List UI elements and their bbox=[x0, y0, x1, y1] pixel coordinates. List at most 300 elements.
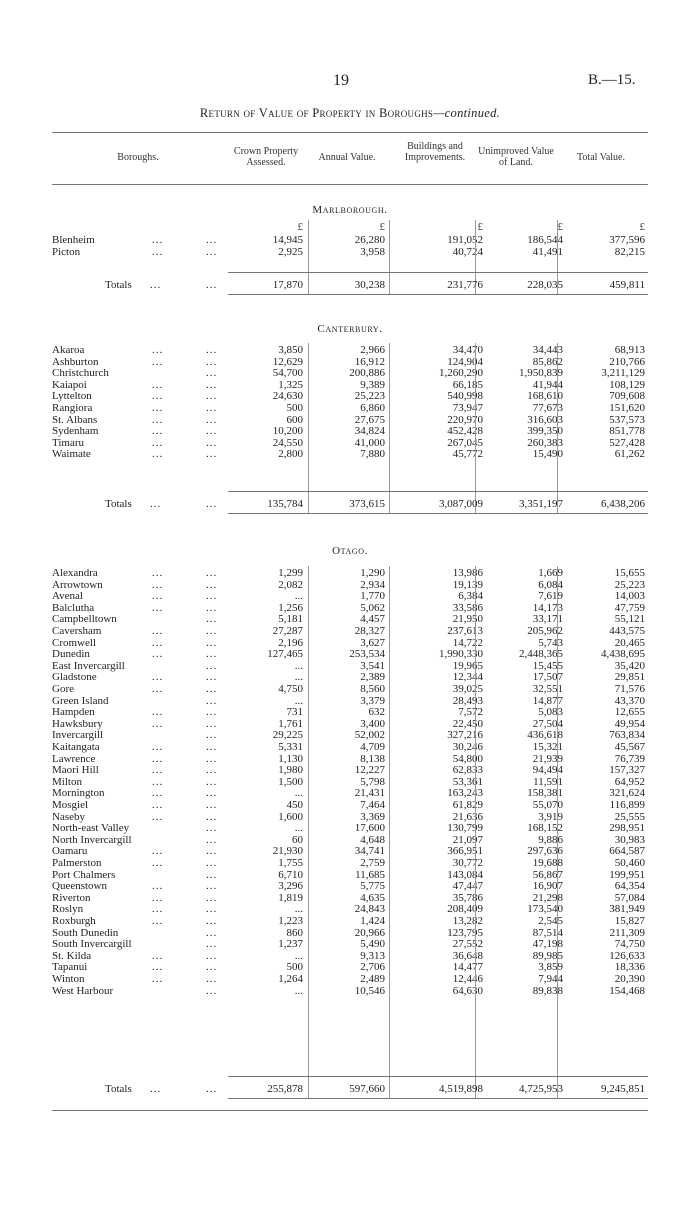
leader-dots: ... bbox=[206, 671, 218, 684]
currency-symbol: £ bbox=[477, 221, 483, 233]
cell-crown: 1,755 bbox=[278, 857, 303, 869]
cell-buildings: 21,636 bbox=[452, 810, 483, 823]
column-divider bbox=[475, 566, 476, 1098]
cell-land: 436,618 bbox=[527, 729, 563, 742]
cell-total: 43,370 bbox=[614, 694, 645, 707]
table-row bbox=[0, 916, 700, 928]
leader-dots: ... bbox=[206, 973, 218, 985]
leader-dots: ... bbox=[152, 949, 164, 962]
leader-dots: ... bbox=[152, 567, 164, 579]
leader-dots: ... bbox=[206, 378, 218, 391]
cell-annual: 3,400 bbox=[360, 717, 385, 730]
table-row bbox=[0, 788, 700, 800]
cell-crown: 3,850 bbox=[278, 344, 303, 356]
currency-symbol: £ bbox=[297, 221, 303, 233]
table-row bbox=[0, 765, 700, 777]
borough-name: Avenal bbox=[52, 590, 83, 603]
currency-row bbox=[0, 222, 700, 234]
title-continued: —continued. bbox=[433, 106, 501, 120]
leader-dots: ... bbox=[152, 810, 164, 823]
leader-dots: ... bbox=[206, 367, 218, 380]
cell-total: 61,262 bbox=[614, 448, 645, 461]
borough-name: Waimate bbox=[52, 448, 91, 461]
cell-buildings: 73,947 bbox=[452, 402, 483, 414]
table-row bbox=[0, 800, 700, 812]
totals-top-rule bbox=[228, 491, 648, 492]
totals-bottom-rule bbox=[228, 513, 648, 514]
leader-dots: ... bbox=[152, 961, 164, 974]
table-row bbox=[0, 858, 700, 870]
table-row bbox=[0, 754, 700, 766]
leader-dots: ... bbox=[206, 775, 218, 788]
leader-dots: ... bbox=[152, 436, 164, 449]
cell-buildings: 208,409 bbox=[447, 903, 483, 916]
borough-name: Queenstown bbox=[52, 880, 107, 893]
table-row bbox=[0, 707, 700, 719]
cell-land: 14,877 bbox=[532, 694, 563, 707]
leader-dots: ... bbox=[152, 787, 164, 800]
leader-dots: ... bbox=[152, 683, 164, 695]
borough-name: Christchurch bbox=[52, 367, 109, 380]
leader-dots: ... bbox=[206, 706, 218, 719]
cell-total: 15,655 bbox=[614, 567, 645, 579]
cell-crown: 1,980 bbox=[278, 764, 303, 777]
leader-dots: ... bbox=[206, 625, 218, 637]
borough-name: Tapanui bbox=[52, 961, 88, 974]
cell-annual: 4,635 bbox=[360, 891, 385, 904]
cell-annual: 9,389 bbox=[360, 378, 385, 391]
leader-dots: ... bbox=[152, 601, 164, 614]
cell-annual: 24,843 bbox=[354, 903, 385, 916]
leader-dots: ... bbox=[152, 413, 164, 426]
leader-dots: ... bbox=[152, 741, 164, 753]
cell-total: 664,587 bbox=[609, 845, 645, 858]
cell-crown: 1,223 bbox=[278, 915, 303, 927]
leader-dots: ... bbox=[206, 590, 218, 603]
leader-dots: ... bbox=[152, 752, 164, 765]
cell-land: 9,886 bbox=[538, 833, 563, 846]
currency-symbol: £ bbox=[557, 221, 563, 233]
borough-name: Arrowtown bbox=[52, 578, 103, 591]
cell-total: 25,223 bbox=[614, 578, 645, 591]
cell-crown: 1,500 bbox=[278, 775, 303, 788]
leader-dots: ... bbox=[152, 245, 164, 258]
cell-total: 57,084 bbox=[614, 891, 645, 904]
column-divider bbox=[557, 566, 558, 1098]
total-land: 228,035 bbox=[527, 279, 563, 291]
borough-name: North Invercargill bbox=[52, 833, 132, 846]
total-land: 4,725,953 bbox=[519, 1083, 563, 1095]
leader-dots: ... bbox=[206, 613, 218, 626]
cell-crown: 10,200 bbox=[272, 425, 303, 438]
cell-crown: 731 bbox=[286, 706, 303, 719]
borough-name: Blenheim bbox=[52, 234, 95, 246]
cell-crown: 5,181 bbox=[278, 613, 303, 626]
table-row bbox=[0, 626, 700, 638]
cell-total: 381,949 bbox=[609, 903, 645, 916]
cell-annual: 3,379 bbox=[360, 694, 385, 707]
cell-total: 50,460 bbox=[614, 857, 645, 869]
cell-crown: 127,465 bbox=[267, 648, 303, 661]
table-row bbox=[0, 881, 700, 893]
cell-annual: 16,912 bbox=[354, 355, 385, 368]
cell-annual: 41,000 bbox=[354, 436, 385, 449]
table-row bbox=[0, 672, 700, 684]
column-divider bbox=[475, 343, 476, 513]
column-divider bbox=[557, 343, 558, 513]
table-row bbox=[0, 247, 700, 259]
cell-crown: 2,082 bbox=[278, 578, 303, 591]
cell-land: 6,084 bbox=[538, 578, 563, 591]
col-header-buildings: Buildings and Improvements. bbox=[404, 141, 466, 163]
table-row bbox=[0, 846, 700, 858]
leader-dots: ... bbox=[206, 741, 218, 753]
cell-total: 4,438,695 bbox=[601, 648, 645, 661]
cell-buildings: 220,970 bbox=[447, 413, 483, 426]
table-row bbox=[0, 235, 700, 247]
leader-dots: ... bbox=[206, 833, 218, 846]
cell-crown: 1,819 bbox=[278, 891, 303, 904]
cell-crown: 1,325 bbox=[278, 378, 303, 391]
total-buildings: 4,519,898 bbox=[439, 1083, 483, 1095]
leader-dots: ... bbox=[152, 390, 164, 403]
leader-dots: ... bbox=[152, 857, 164, 869]
borough-name: West Harbour bbox=[52, 984, 114, 997]
cell-total: 25,555 bbox=[614, 810, 645, 823]
borough-name: Caversham bbox=[52, 625, 102, 637]
cell-crown: 1,299 bbox=[278, 567, 303, 579]
cell-crown: ... bbox=[294, 822, 303, 835]
cell-crown: 450 bbox=[286, 799, 303, 811]
leader-dots: ... bbox=[206, 694, 218, 707]
cell-crown: ... bbox=[294, 787, 303, 800]
cell-annual: 1,424 bbox=[360, 915, 385, 927]
cell-total: 68,913 bbox=[614, 344, 645, 356]
cell-annual: 21,431 bbox=[354, 787, 385, 800]
table-row bbox=[0, 696, 700, 708]
leader-dots: ... bbox=[152, 578, 164, 591]
table-row bbox=[0, 580, 700, 592]
cell-annual: 7,464 bbox=[360, 799, 385, 811]
cell-buildings: 40,724 bbox=[452, 245, 483, 258]
cell-annual: 3,369 bbox=[360, 810, 385, 823]
borough-name: South Invercargill bbox=[52, 938, 132, 951]
borough-name: Lyttelton bbox=[52, 390, 92, 403]
cell-buildings: 124,904 bbox=[447, 355, 483, 368]
borough-name: Hampden bbox=[52, 706, 95, 719]
total-buildings: 3,087,009 bbox=[439, 498, 483, 510]
borough-name: Roslyn bbox=[52, 903, 84, 916]
table-row bbox=[0, 742, 700, 754]
cell-buildings: 36,648 bbox=[452, 949, 483, 962]
cell-crown: 60 bbox=[292, 833, 303, 846]
leader-dots: ... bbox=[152, 973, 164, 985]
leader-dots: ... bbox=[206, 448, 218, 461]
cell-land: 41,944 bbox=[532, 378, 563, 391]
leader-dots: ... bbox=[152, 775, 164, 788]
cell-land: 27,504 bbox=[532, 717, 563, 730]
table-row bbox=[0, 835, 700, 847]
borough-name: Port Chalmers bbox=[52, 868, 116, 881]
cell-annual: 34,741 bbox=[354, 845, 385, 858]
table-row bbox=[0, 438, 700, 450]
totals-label: Totals bbox=[105, 279, 132, 291]
leader-dots: ... bbox=[206, 752, 218, 765]
leader-dots: ... bbox=[206, 413, 218, 426]
total-total: 6,438,206 bbox=[601, 498, 645, 510]
leader-dots: ... bbox=[152, 234, 164, 246]
total-crown: 17,870 bbox=[272, 279, 303, 291]
total-buildings: 231,776 bbox=[447, 279, 483, 291]
section-heading: Canterbury. bbox=[317, 323, 383, 335]
cell-buildings: 1,260,290 bbox=[439, 367, 483, 380]
leader-dots: ... bbox=[206, 636, 218, 649]
leader-dots: ... bbox=[206, 436, 218, 449]
cell-land: 11,591 bbox=[533, 775, 563, 788]
cell-total: 55,121 bbox=[614, 613, 645, 626]
cell-land: 94,494 bbox=[532, 764, 563, 777]
cell-annual: 5,775 bbox=[360, 880, 385, 893]
cell-land: 19,688 bbox=[532, 857, 563, 869]
cell-buildings: 21,097 bbox=[452, 833, 483, 846]
col-header-crown: Crown Property Assessed. bbox=[233, 146, 299, 168]
leader-dots: ... bbox=[152, 425, 164, 438]
cell-crown: 860 bbox=[286, 926, 303, 939]
leader-dots: ... bbox=[206, 810, 218, 823]
cell-land: 21,939 bbox=[532, 752, 563, 765]
cell-buildings: 366,951 bbox=[447, 845, 483, 858]
cell-total: 851,778 bbox=[609, 425, 645, 438]
cell-total: 377,596 bbox=[609, 234, 645, 246]
cell-annual: 2,934 bbox=[360, 578, 385, 591]
cell-buildings: 540,998 bbox=[447, 390, 483, 403]
cell-land: 1,669 bbox=[538, 567, 563, 579]
cell-total: 108,129 bbox=[609, 378, 645, 391]
section-heading: Marlborough. bbox=[312, 204, 388, 216]
borough-name: Gore bbox=[52, 683, 74, 695]
header-bottom-rule bbox=[52, 184, 648, 185]
borough-name: East Invercargill bbox=[52, 659, 125, 672]
borough-name: South Dunedin bbox=[52, 926, 119, 939]
leader-dots: ... bbox=[150, 279, 162, 291]
cell-total: 15,827 bbox=[614, 915, 645, 927]
currency-symbol: £ bbox=[379, 221, 385, 233]
title-main: Return of Value of Property in Boroughs bbox=[199, 106, 434, 120]
cell-crown: ... bbox=[294, 694, 303, 707]
leader-dots: ... bbox=[206, 764, 218, 777]
cell-crown: 1,256 bbox=[278, 601, 303, 614]
cell-annual: 34,824 bbox=[354, 425, 385, 438]
borough-name: Green Island bbox=[52, 694, 109, 707]
cell-land: 3,919 bbox=[538, 810, 563, 823]
cell-annual: 7,880 bbox=[360, 448, 385, 461]
cell-buildings: 123,795 bbox=[447, 926, 483, 939]
cell-land: 21,298 bbox=[532, 891, 563, 904]
cell-annual: 2,966 bbox=[360, 344, 385, 356]
table-row bbox=[0, 380, 700, 392]
totals-row bbox=[0, 499, 700, 511]
borough-name: Rangiora bbox=[52, 402, 93, 414]
cell-crown: 1,130 bbox=[278, 752, 303, 765]
cell-annual: 28,327 bbox=[354, 625, 385, 637]
cell-buildings: 61,829 bbox=[452, 799, 483, 811]
leader-dots: ... bbox=[152, 402, 164, 414]
leader-dots: ... bbox=[206, 578, 218, 591]
cell-crown: 500 bbox=[286, 402, 303, 414]
cell-buildings: 452,428 bbox=[447, 425, 483, 438]
cell-annual: 8,560 bbox=[360, 683, 385, 695]
cell-crown: 6,710 bbox=[278, 868, 303, 881]
cell-crown: 3,296 bbox=[278, 880, 303, 893]
cell-buildings: 62,833 bbox=[452, 764, 483, 777]
borough-name: Riverton bbox=[52, 891, 91, 904]
cell-buildings: 28,493 bbox=[452, 694, 483, 707]
borough-name: Akaroa bbox=[52, 344, 85, 356]
cell-crown: ... bbox=[294, 671, 303, 684]
cell-buildings: 12,446 bbox=[452, 973, 483, 985]
cell-annual: 5,798 bbox=[360, 775, 385, 788]
borough-name: Roxburgh bbox=[52, 915, 96, 927]
cell-land: 5,083 bbox=[538, 706, 563, 719]
cell-buildings: 64,630 bbox=[452, 984, 483, 997]
cell-buildings: 54,800 bbox=[452, 752, 483, 765]
cell-crown: 4,750 bbox=[278, 683, 303, 695]
cell-buildings: 66,185 bbox=[452, 378, 483, 391]
column-divider bbox=[308, 343, 309, 513]
col-header-boroughs: Boroughs. bbox=[117, 152, 159, 163]
total-crown: 255,878 bbox=[267, 1083, 303, 1095]
section-heading: Otago. bbox=[332, 545, 368, 557]
total-land: 3,351,197 bbox=[519, 498, 563, 510]
leader-dots: ... bbox=[206, 926, 218, 939]
leader-dots: ... bbox=[206, 787, 218, 800]
cell-land: 41,491 bbox=[532, 245, 563, 258]
cell-buildings: 47,447 bbox=[452, 880, 483, 893]
cell-buildings: 39,025 bbox=[452, 683, 483, 695]
cell-annual: 11,685 bbox=[355, 868, 385, 881]
leader-dots: ... bbox=[152, 448, 164, 461]
cell-total: 71,576 bbox=[614, 683, 645, 695]
leader-dots: ... bbox=[152, 706, 164, 719]
cell-crown: 2,196 bbox=[278, 636, 303, 649]
leader-dots: ... bbox=[152, 880, 164, 893]
leader-dots: ... bbox=[206, 425, 218, 438]
leader-dots: ... bbox=[150, 1083, 162, 1095]
borough-name: Lawrence bbox=[52, 752, 96, 765]
table-row bbox=[0, 974, 700, 986]
cell-buildings: 30,246 bbox=[452, 741, 483, 753]
table-row bbox=[0, 684, 700, 696]
cell-annual: 5,062 bbox=[360, 601, 385, 614]
cell-land: 87,514 bbox=[532, 926, 563, 939]
cell-annual: 4,709 bbox=[360, 741, 385, 753]
cell-land: 205,962 bbox=[527, 625, 563, 637]
cell-land: 77,673 bbox=[532, 402, 563, 414]
cell-annual: 2,759 bbox=[360, 857, 385, 869]
cell-total: 211,309 bbox=[609, 926, 645, 939]
cell-land: 56,867 bbox=[532, 868, 563, 881]
cell-crown: ... bbox=[294, 984, 303, 997]
table-row bbox=[0, 614, 700, 626]
column-divider bbox=[389, 343, 390, 513]
leader-dots: ... bbox=[152, 764, 164, 777]
leader-dots: ... bbox=[206, 402, 218, 414]
cell-land: 47,198 bbox=[532, 938, 563, 951]
cell-crown: 54,700 bbox=[272, 367, 303, 380]
cell-buildings: 7,572 bbox=[458, 706, 483, 719]
cell-land: 33,171 bbox=[532, 613, 563, 626]
borough-name: Ashburton bbox=[52, 355, 99, 368]
cell-annual: 3,541 bbox=[360, 659, 385, 672]
leader-dots: ... bbox=[152, 891, 164, 904]
leader-dots: ... bbox=[206, 729, 218, 742]
cell-land: 16,907 bbox=[532, 880, 563, 893]
cell-total: 157,327 bbox=[609, 764, 645, 777]
borough-name: Timaru bbox=[52, 436, 84, 449]
leader-dots: ... bbox=[206, 949, 218, 962]
table-end-rule bbox=[52, 1110, 648, 1111]
cell-crown: 600 bbox=[286, 413, 303, 426]
cell-total: 321,624 bbox=[609, 787, 645, 800]
cell-land: 7,944 bbox=[538, 973, 563, 985]
total-annual: 30,238 bbox=[354, 279, 385, 291]
cell-total: 20,390 bbox=[614, 973, 645, 985]
borough-name: Naseby bbox=[52, 810, 85, 823]
table-row bbox=[0, 391, 700, 403]
leader-dots: ... bbox=[206, 845, 218, 858]
leader-dots: ... bbox=[206, 915, 218, 927]
cell-crown: ... bbox=[294, 949, 303, 962]
cell-crown: 1,761 bbox=[278, 717, 303, 730]
cell-total: 709,608 bbox=[609, 390, 645, 403]
leader-dots: ... bbox=[206, 601, 218, 614]
leader-dots: ... bbox=[206, 498, 218, 510]
leader-dots: ... bbox=[152, 648, 164, 661]
leader-dots: ... bbox=[206, 717, 218, 730]
cell-total: 151,620 bbox=[609, 402, 645, 414]
leader-dots: ... bbox=[152, 845, 164, 858]
borough-name: Dunedin bbox=[52, 648, 90, 661]
table-row bbox=[0, 962, 700, 974]
borough-name: Campbelltown bbox=[52, 613, 117, 626]
cell-total: 210,766 bbox=[609, 355, 645, 368]
table-row bbox=[0, 986, 700, 998]
cell-total: 298,951 bbox=[609, 822, 645, 835]
cell-land: 85,862 bbox=[532, 355, 563, 368]
header-top-rule bbox=[52, 132, 648, 133]
column-divider bbox=[308, 566, 309, 1098]
borough-name: Milton bbox=[52, 775, 82, 788]
cell-annual: 12,227 bbox=[354, 764, 385, 777]
cell-buildings: 237,613 bbox=[447, 625, 483, 637]
borough-name: Mosgiel bbox=[52, 799, 89, 811]
cell-crown: 21,930 bbox=[272, 845, 303, 858]
cell-total: 154,468 bbox=[609, 984, 645, 997]
totals-label: Totals bbox=[105, 1083, 132, 1095]
borough-name: Winton bbox=[52, 973, 85, 985]
totals-row bbox=[0, 1084, 700, 1096]
cell-total: 763,834 bbox=[609, 729, 645, 742]
cell-total: 82,215 bbox=[614, 245, 645, 258]
cell-land: 158,381 bbox=[527, 787, 563, 800]
cell-buildings: 12,344 bbox=[452, 671, 483, 684]
leader-dots: ... bbox=[206, 234, 218, 246]
cell-annual: 10,546 bbox=[354, 984, 385, 997]
leader-dots: ... bbox=[206, 868, 218, 881]
leader-dots: ... bbox=[206, 961, 218, 974]
totals-row bbox=[0, 280, 700, 292]
cell-total: 537,573 bbox=[609, 413, 645, 426]
